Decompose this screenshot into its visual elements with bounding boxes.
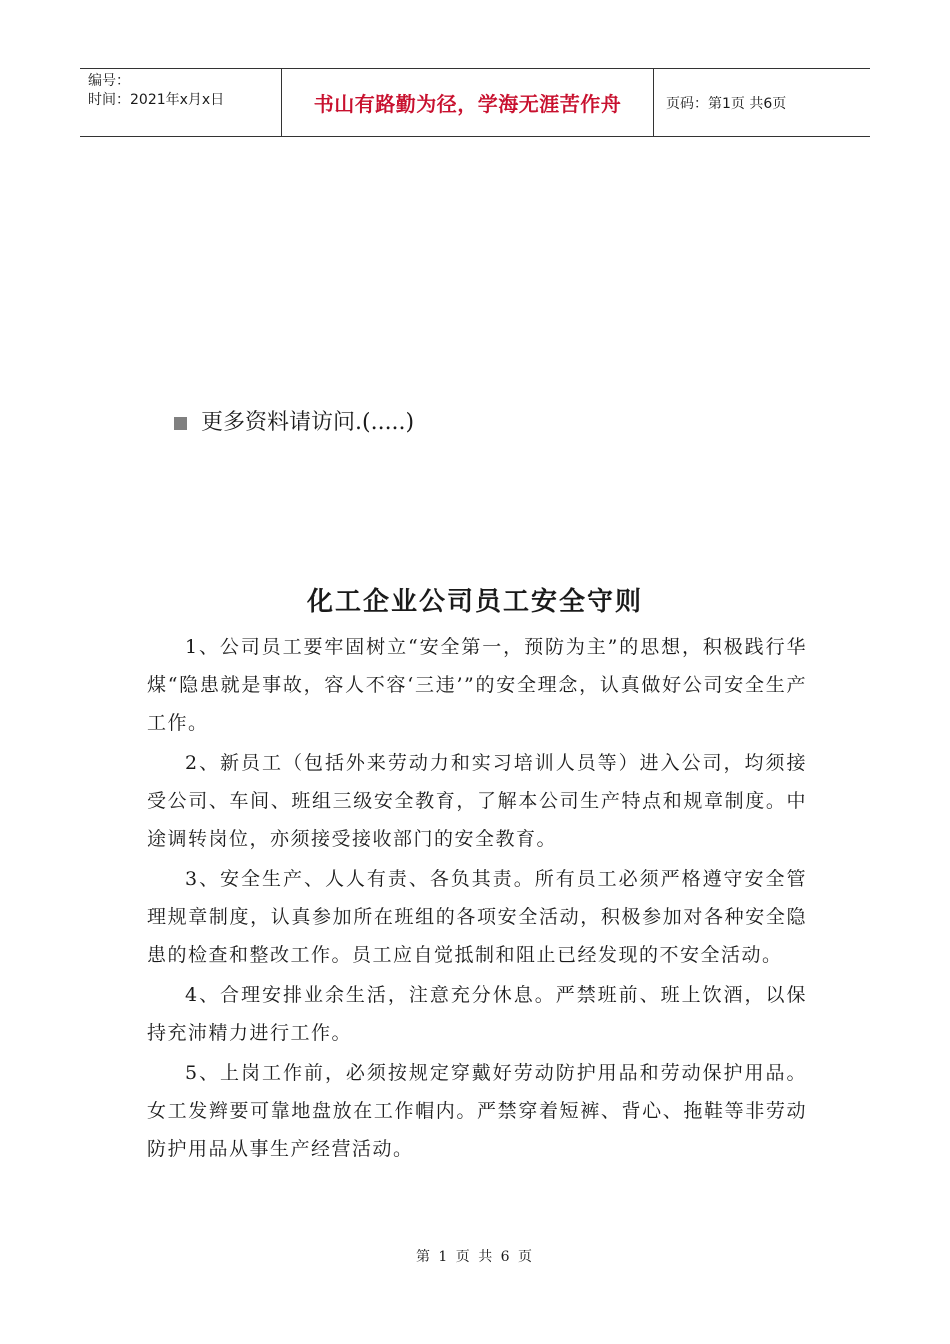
serial-number-label: 编号： — [88, 73, 130, 89]
header-meta-cell — [80, 69, 282, 136]
date-line: 时间：2021年x月x日 — [88, 92, 225, 108]
header-motto: 书山有路勤为径，学海无涯苦作舟 — [282, 69, 654, 136]
paragraph: 1、公司员工要牢固树立“安全第一，预防为主”的思想，积极践行华煤“隐患就是事故，容人不容‘三违’”的安全理念，认真做好公司安全生产工作。 — [147, 636, 807, 734]
page-footer: 第 1 页 共 6 页 — [415, 1249, 535, 1265]
page-header — [80, 68, 870, 137]
document-title: 化工企业公司员工安全守则 — [306, 587, 643, 617]
paragraph: 4、合理安排业余生活，注意充分休息。严禁班前、班上饮酒，以保持充沛精力进行工作。 — [147, 984, 807, 1044]
header-page-info: 页码：第1页 共6页 — [666, 95, 787, 112]
more-info-text: 更多资料请访问.(.....) — [201, 410, 415, 435]
more-info-line — [174, 408, 414, 438]
document-body — [147, 628, 807, 1170]
paragraph: 3、安全生产、人人有责、各负其责。所有员工必须严格遵守安全管理规章制度，认真参加所在班组的各项安全活动，积极参加对各种安全隐患的检查和整改工作。员工应自觉抵制和阻止已经发现的不安全活动。 — [147, 868, 807, 966]
paragraph: 5、上岗工作前，必须按规定穿戴好劳动防护用品和劳动保护用品。女工发辫要可靠地盘放在工作帽内。严禁穿着短裤、背心、拖鞋等非劳动防护用品从事生产经营活动。 — [147, 1062, 807, 1160]
paragraph: 2、新员工（包括外来劳动力和实习培训人员等）进入公司，均须接受公司、车间、班组三级安全教育，了解本公司生产特点和规章制度。中途调转岗位，亦须接受接收部门的安全教育。 — [147, 752, 807, 850]
square-bullet-icon — [174, 417, 187, 430]
